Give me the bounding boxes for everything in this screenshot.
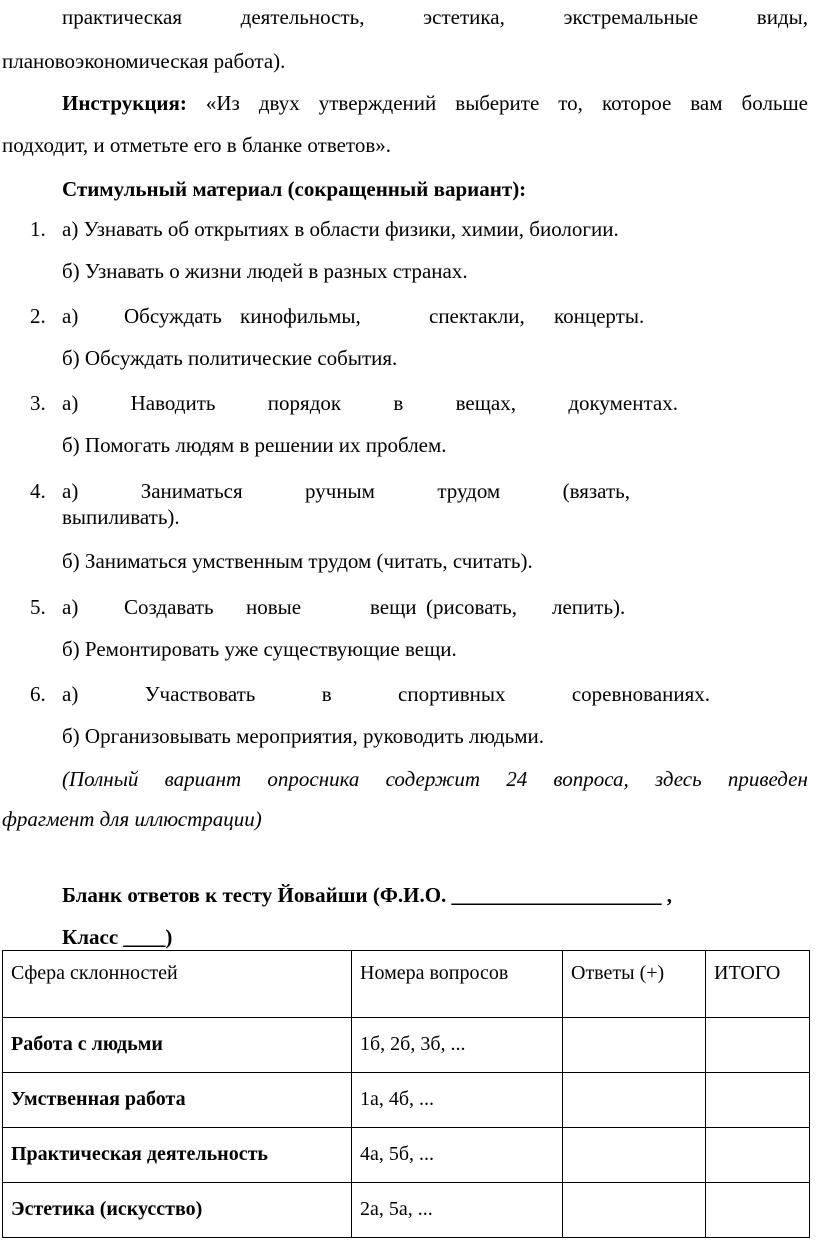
intro-line-2: плановоэкономическая работа).	[2, 49, 286, 73]
word: спектакли,	[429, 304, 525, 328]
item-number: 5.	[30, 595, 46, 619]
word: Наводить	[130, 391, 216, 415]
word: а)	[62, 479, 79, 503]
note-line-2: фрагмент для иллюстрации)	[2, 807, 262, 831]
item-1-option-b: б) Узнавать о жизни людей в разных странах.	[62, 259, 468, 283]
word: (вязать,	[562, 479, 630, 503]
word: деятельность,	[240, 5, 365, 29]
word: лепить).	[552, 595, 626, 619]
word: экстремальные	[563, 5, 699, 29]
answers-cell[interactable]	[563, 1018, 706, 1073]
item-number: 1.	[30, 217, 46, 241]
word: то,	[558, 91, 583, 115]
table-header-row	[3, 951, 810, 1018]
questions-cell: 4а, 5б, ...	[352, 1128, 563, 1183]
word: Участвовать	[144, 682, 256, 706]
table-row	[3, 1183, 810, 1238]
word: ручным	[305, 479, 375, 503]
stimulus-title: Стимульный материал (сокращенный вариант):	[62, 177, 527, 201]
table-row	[3, 1128, 810, 1183]
word: Создавать	[124, 595, 214, 619]
word: выберите	[455, 91, 540, 115]
word: виды,	[756, 5, 808, 29]
instruction-label: Инструкция:	[62, 91, 187, 115]
total-cell[interactable]	[706, 1183, 810, 1238]
sphere-cell: Эстетика (искусство)	[3, 1183, 352, 1238]
table-row	[3, 1073, 810, 1128]
questions-cell: 1а, 4б, ...	[352, 1073, 563, 1128]
header-total: ИТОГО	[706, 951, 810, 1018]
word: спортивных	[398, 682, 506, 706]
item-4-option-b: б) Заниматься умственным трудом (читать, считать).	[62, 549, 533, 573]
word: кинофильмы,	[240, 304, 361, 328]
item-4-option-a	[62, 478, 630, 504]
word: утверждений	[318, 91, 437, 115]
word: 24	[506, 767, 528, 791]
answers-cell[interactable]	[563, 1183, 706, 1238]
word: а)	[62, 391, 79, 415]
word: эстетика,	[423, 5, 505, 29]
word: а)	[62, 682, 79, 706]
item-5-option-b: б) Ремонтировать уже существующие вещи.	[62, 637, 457, 661]
intro-line-1	[62, 4, 808, 30]
answers-cell[interactable]	[563, 1073, 706, 1128]
table-row	[3, 1018, 810, 1073]
total-cell[interactable]	[706, 1018, 810, 1073]
answers-cell[interactable]	[563, 1128, 706, 1183]
sphere-cell: Практическая деятельность	[3, 1128, 352, 1183]
word: соревнованиях.	[571, 682, 710, 706]
answer-sheet-title: Бланк ответов к тесту Йовайши (Ф.И.О. ____________________ ,	[62, 883, 673, 907]
item-number: 4.	[30, 479, 46, 503]
sphere-cell: Умственная работа	[3, 1073, 352, 1128]
word: порядок	[267, 391, 342, 415]
item-1-option-a: а) Узнавать об открытиях в области физики, химии, биологии.	[62, 217, 619, 241]
word: а)	[62, 595, 79, 619]
word: в	[321, 682, 332, 706]
item-3-option-a	[62, 390, 678, 416]
instruction-line-2: подходит, и отметьте его в бланке ответов».	[2, 133, 391, 157]
item-number: 2.	[30, 304, 46, 328]
header-answers: Ответы (+)	[563, 951, 706, 1018]
item-3-option-b: б) Помогать людям в решении их проблем.	[62, 433, 447, 457]
word: в	[393, 391, 404, 415]
header-sphere: Сфера склонностей	[3, 951, 352, 1018]
questions-cell: 1б, 2б, 3б, ...	[352, 1018, 563, 1073]
word: которое	[601, 91, 672, 115]
word: опросника	[267, 767, 360, 791]
word: вариант	[164, 767, 242, 791]
word: практическая	[62, 5, 182, 29]
instruction-line-1	[62, 90, 808, 116]
total-cell[interactable]	[706, 1128, 810, 1183]
header-question-numbers: Номера вопросов	[352, 951, 563, 1018]
item-2-option-b: б) Обсуждать политические события.	[62, 346, 398, 370]
word: приведен	[727, 767, 808, 791]
word: вещи	[370, 595, 417, 619]
word: (Полный	[62, 767, 139, 791]
word: Обсуждать	[124, 304, 222, 328]
word: Заниматься	[140, 479, 243, 503]
item-number: 6.	[30, 682, 46, 706]
word: вам	[690, 91, 723, 115]
word: вещах,	[455, 391, 516, 415]
item-6-option-a	[62, 681, 710, 707]
word: концерты.	[554, 304, 645, 328]
word: здесь	[654, 767, 702, 791]
word: новые	[246, 595, 302, 619]
word: (рисовать,	[426, 595, 517, 619]
answer-table	[2, 950, 810, 1238]
word: двух	[258, 91, 300, 115]
sphere-cell: Работа с людьми	[3, 1018, 352, 1073]
item-6-option-b: б) Организовывать мероприятия, руководить людьми.	[62, 724, 545, 748]
questions-cell: 2а, 5а, ...	[352, 1183, 563, 1238]
word: а)	[62, 304, 79, 328]
word: вопроса,	[553, 767, 629, 791]
note-line-1	[62, 766, 808, 792]
answer-sheet-class-line: Класс ____)	[62, 925, 173, 949]
word: содержит	[385, 767, 481, 791]
total-cell[interactable]	[706, 1073, 810, 1128]
word: «Из	[205, 91, 240, 115]
item-number: 3.	[30, 391, 46, 415]
word: больше	[741, 91, 808, 115]
word: документах.	[568, 391, 678, 415]
item-4-option-a-line-2: выпиливать).	[62, 505, 180, 529]
word: трудом	[437, 479, 501, 503]
